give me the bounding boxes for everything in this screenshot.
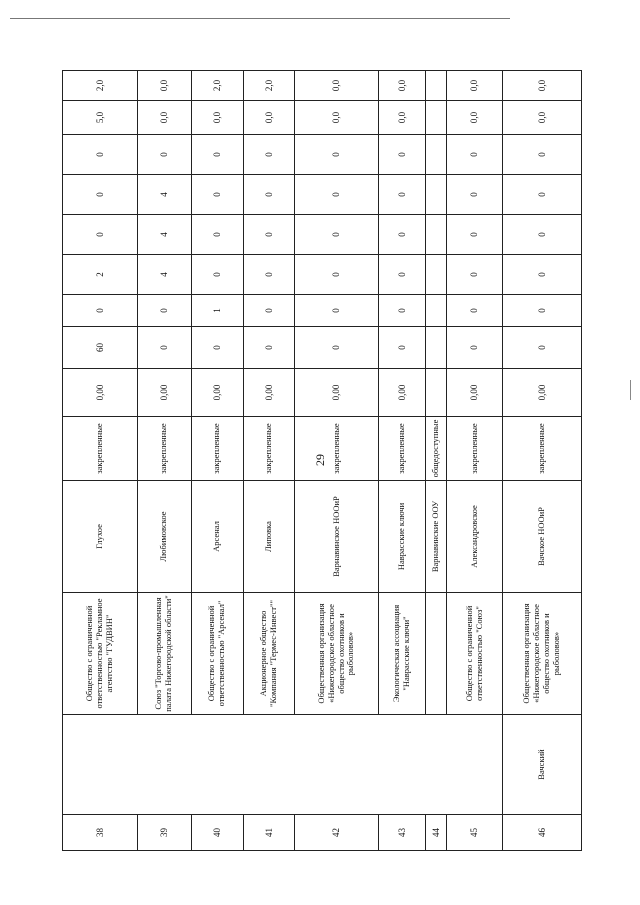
cell-site: Александровское [447,481,503,593]
cell-v4: 0 [295,255,378,295]
cell-user: Общественная организация «Нижегородское областное общество охотников и рыболовов» [295,593,378,715]
cell-v3: 0 [378,295,426,327]
cell-v8: 0,0 [447,101,503,135]
cell-user: Общественная организация «Нижегородское областное общество охотников и рыболовов» [503,593,582,715]
table-row [503,71,582,851]
cell-v2: 0 [295,327,378,369]
cell-v9: 2,0 [191,71,243,101]
cell-v4: 2 [63,255,138,295]
cell-v5: 0 [191,215,243,255]
cell-no: 39 [137,815,191,851]
cell-v2: 60 [63,327,138,369]
cell-v2: 0 [137,327,191,369]
cell-v7: 0 [378,135,426,175]
cell-v4: 0 [191,255,243,295]
cell-v5: 0 [378,215,426,255]
cell-v6: 0 [503,175,582,215]
cell-v8: 0,0 [295,101,378,135]
cell-category: закрепленные [295,417,378,481]
cell-site: Глухое [63,481,138,593]
cell-user: Экологическая ассоциация "Наврасские ключи" [378,593,426,715]
cell-district: Вачский [503,715,582,815]
cell-category: закрепленные [447,417,503,481]
cell-v8: 0,0 [191,101,243,135]
cell-category: закрепленные [63,417,138,481]
cell-no: 44 [426,815,447,851]
cell-v7: 0 [295,135,378,175]
cell-v8: 0,0 [243,101,295,135]
cell-v1: 0,00 [191,369,243,417]
cell-v2: 0 [378,327,426,369]
cell-site: Наврасские ключи [378,481,426,593]
cell-v5: 0 [63,215,138,255]
cell-category: общедоступные [426,417,447,481]
cell-v9: 0,0 [503,71,582,101]
cell-v2: 0 [243,327,295,369]
cell-user: Общество с ограниченной ответственностью "Арсенал" [191,593,243,715]
cell-user: Общество с ограниченной ответственностью "Союз" [447,593,503,715]
cell-v7: 0 [243,135,295,175]
table-row [63,71,138,851]
cell-v9: 2,0 [63,71,138,101]
cell-district [63,715,503,815]
cell-v1 [426,369,447,417]
cell-user: Акционерное общество "Компания "Термес-Инвест"" [243,593,295,715]
cell-v6 [426,175,447,215]
cell-v4 [426,255,447,295]
cell-v3 [426,295,447,327]
cell-category: закрепленные [137,417,191,481]
cell-v3: 1 [191,295,243,327]
cell-v7: 0 [503,135,582,175]
rotated-table-container [62,71,582,851]
cell-v3: 0 [243,295,295,327]
cell-v7 [426,135,447,175]
hunting-grounds-table [62,70,582,851]
cell-v1: 0,00 [503,369,582,417]
cell-v9: 0,0 [447,71,503,101]
cell-v3: 0 [295,295,378,327]
cell-v8: 5,0 [63,101,138,135]
cell-site: Любимовское [137,481,191,593]
cell-v8: 0,0 [137,101,191,135]
cell-v2: 0 [503,327,582,369]
scan-edge-mark [630,380,631,400]
cell-v1: 0,00 [378,369,426,417]
cell-site: Вачское НООиР [503,481,582,593]
cell-site: Арсенал [191,481,243,593]
cell-v3: 0 [447,295,503,327]
page-number: 29 [312,454,327,466]
cell-no: 46 [503,815,582,851]
cell-category: закрепленные [503,417,582,481]
cell-v1: 0,00 [295,369,378,417]
cell-v9: 0,0 [295,71,378,101]
cell-v6: 0 [63,175,138,215]
cell-site: Варнавинское НООиР [295,481,378,593]
cell-no: 45 [447,815,503,851]
cell-v8 [426,101,447,135]
cell-v4: 0 [447,255,503,295]
scan-edge-line [10,18,510,19]
cell-v3: 0 [137,295,191,327]
cell-user [426,593,447,715]
cell-v9: 0,0 [137,71,191,101]
cell-no: 40 [191,815,243,851]
cell-v4: 0 [243,255,295,295]
cell-v5 [426,215,447,255]
cell-v8: 0,0 [378,101,426,135]
cell-v7: 0 [447,135,503,175]
cell-v9: 2,0 [243,71,295,101]
cell-v9: 0,0 [378,71,426,101]
cell-no: 43 [378,815,426,851]
cell-no: 41 [243,815,295,851]
cell-v4: 4 [137,255,191,295]
cell-v5: 0 [503,215,582,255]
cell-no: 42 [295,815,378,851]
cell-v5: 0 [243,215,295,255]
cell-site: Варнавинские ООУ [426,481,447,593]
cell-v6: 4 [137,175,191,215]
cell-v2 [426,327,447,369]
cell-v6: 0 [378,175,426,215]
cell-v7: 0 [137,135,191,175]
cell-v6: 0 [191,175,243,215]
cell-v7: 0 [191,135,243,175]
cell-v4: 0 [378,255,426,295]
cell-v1: 0,00 [137,369,191,417]
cell-v5: 4 [137,215,191,255]
cell-v6: 0 [295,175,378,215]
cell-category: закрепленные [243,417,295,481]
cell-v3: 0 [503,295,582,327]
cell-v5: 0 [447,215,503,255]
cell-v2: 0 [447,327,503,369]
cell-v6: 0 [447,175,503,215]
cell-category: закрепленные [191,417,243,481]
cell-v9 [426,71,447,101]
cell-v1: 0,00 [63,369,138,417]
cell-v2: 0 [191,327,243,369]
cell-user: Общество с ограниченной ответственностью "Рекламное агентство "ГУДВИН" [63,593,138,715]
cell-v8: 0,0 [503,101,582,135]
cell-v1: 0,00 [447,369,503,417]
cell-v6: 0 [243,175,295,215]
cell-v4: 0 [503,255,582,295]
cell-v1: 0,00 [243,369,295,417]
cell-site: Липовка [243,481,295,593]
cell-v3: 0 [63,295,138,327]
cell-v7: 0 [63,135,138,175]
cell-category: закрепленные [378,417,426,481]
cell-v5: 0 [295,215,378,255]
cell-user: Союз "Торгово-промышленная палата Нижегородской области" [137,593,191,715]
cell-no: 38 [63,815,138,851]
